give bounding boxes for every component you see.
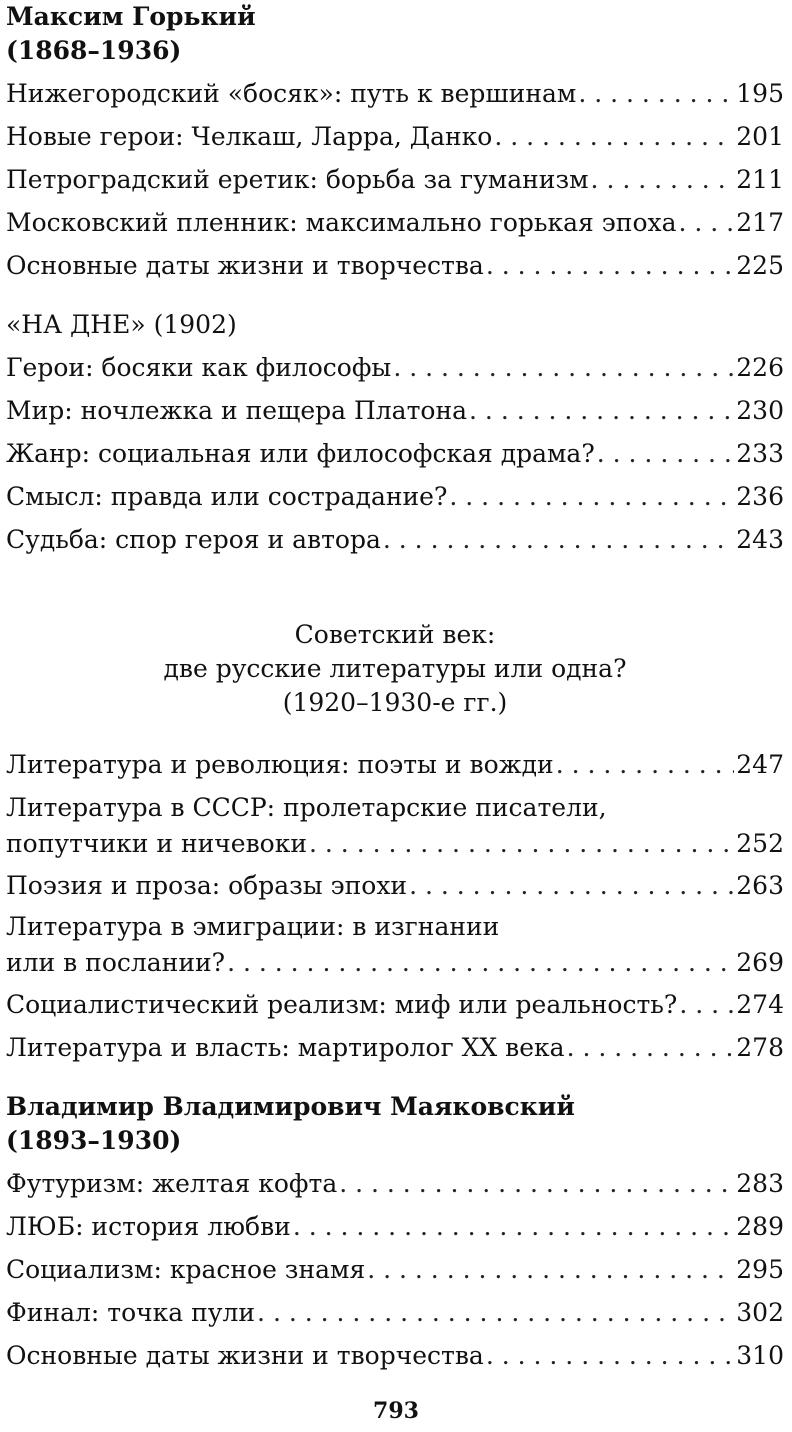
dot-leader [597,432,735,475]
dot-leader [679,201,735,244]
toc-entry [6,1026,784,1069]
dot-leader [449,475,734,518]
page-number: 278 [736,1033,784,1062]
toc-entry [6,475,784,518]
author-name: Владимир Владимирович Маяковский [6,1092,575,1121]
toc-entry [6,432,784,475]
entry-title: Футуризм: желтая кофта [6,1169,338,1198]
page-number: 211 [736,165,784,194]
folio-page-number: 793 [373,1398,419,1424]
dot-leader [293,1205,734,1248]
work-title: «НА ДНЕ» (1902) [6,310,237,339]
toc-entry [6,983,784,1026]
page-number: 269 [736,948,784,977]
page-number: 252 [736,829,784,858]
dot-leader [227,945,734,981]
page-number: 283 [736,1169,784,1198]
page-number: 226 [736,353,784,382]
dot-leader [578,72,734,115]
entry-title: Литература в эмиграции: в изгнании [6,912,500,941]
dot-leader [679,983,734,1026]
section-mayakovsky [6,1090,784,1377]
dot-leader [383,518,734,561]
part-heading-line: (1920–1930-е гг.) [282,688,508,717]
dot-leader [591,158,735,201]
entry-title: Литература в СССР: пролетарские писатели, [6,793,607,822]
dot-leader [339,1162,734,1205]
entry-title: Мир: ночлежка и пещера Платона [6,396,468,425]
page-number: 233 [736,439,784,468]
toc-entry [6,1205,784,1248]
dot-leader [486,1334,734,1377]
dot-leader [469,389,734,432]
author-name: Максим Горький [6,2,256,31]
page-number: 289 [736,1212,784,1241]
dot-leader [367,1248,734,1291]
entry-title: Литература и власть: мартиролог XX века [6,1033,565,1062]
toc-entry [6,1162,784,1205]
entry-title: Литература и революция: поэты и вожди [6,750,554,779]
toc-entry [6,72,784,115]
toc-entry [6,743,784,786]
toc-entry [6,790,784,862]
entry-title-continued: попутчики и ничевоки [6,829,308,858]
part-heading-line: две русские литературы или одна? [163,654,627,683]
toc-entry [6,389,784,432]
entry-title: Основные даты жизни и творчества [6,251,484,280]
part-heading [6,618,784,720]
page-number: 295 [736,1255,784,1284]
toc-entry [6,346,784,389]
page-number: 310 [736,1341,784,1370]
entry-title: Нижегородский «босяк»: путь к вершинам [6,79,577,108]
dot-leader [556,743,735,786]
page-number: 230 [736,396,784,425]
page-number: 217 [736,208,784,237]
entry-title: Социализм: красное знамя [6,1255,366,1284]
page-number: 236 [736,482,784,511]
author-years: (1893–1930) [6,1126,182,1155]
page-number: 243 [736,525,784,554]
entry-title: Основные даты жизни и творчества [6,1341,484,1370]
toc-entry [6,201,784,244]
entry-title: Финал: точка пули [6,1298,256,1327]
entry-title: Социалистический реализм: миф или реальность? [6,990,678,1019]
toc-entry [6,115,784,158]
section-na-dne [6,308,784,561]
entry-title: Московский пленник: максимально горькая эпоха [6,208,677,237]
author-years: (1868–1936) [6,36,182,65]
entry-title-continued: или в послании? [6,948,226,977]
toc-entry [6,1248,784,1291]
toc-entry [6,864,784,907]
page-number: 274 [736,990,784,1019]
entry-title: Петроградский еретик: борьба за гуманизм [6,165,589,194]
toc-entry [6,244,784,287]
toc-entry [6,909,784,981]
entry-title: Поэзия и проза: образы эпохи [6,871,408,900]
part-heading-line: Советский век: [294,620,496,649]
page-number: 225 [736,251,784,280]
toc-entry [6,158,784,201]
page-number: 195 [736,79,784,108]
dot-leader [494,115,734,158]
section-soviet [6,743,784,1069]
toc-entry [6,518,784,561]
toc-entry [6,1291,784,1334]
page-number: 302 [736,1298,784,1327]
toc-entry [6,1334,784,1377]
page-number: 201 [736,122,784,151]
entry-title: Новые герои: Челкаш, Ларра, Данко [6,122,493,151]
dot-leader [567,1026,735,1069]
entry-title: Смысл: правда или сострадание? [6,482,448,511]
page-number: 263 [736,871,784,900]
entry-title: ЛЮБ: история любви [6,1212,291,1241]
dot-leader [309,826,734,862]
dot-leader [409,864,734,907]
dot-leader [393,346,734,389]
entry-title: Жанр: социальная или философская драма? [6,439,595,468]
section-gorky [6,0,784,287]
entry-title: Герои: босяки как философы [6,353,392,382]
entry-title: Судьба: спор героя и автора [6,525,381,554]
dot-leader [486,244,734,287]
page-number: 247 [736,750,784,779]
dot-leader [257,1291,734,1334]
